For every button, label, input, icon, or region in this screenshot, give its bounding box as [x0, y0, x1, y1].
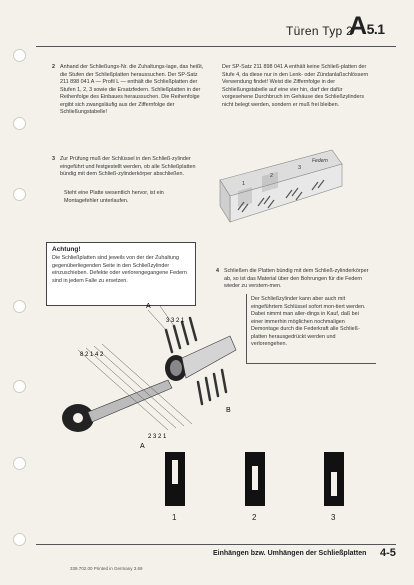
punch-hole [13, 49, 26, 62]
plate-3-icon [322, 450, 346, 508]
kit-label-federn: Federn [312, 158, 328, 164]
punch-hole [13, 117, 26, 130]
label-bottom-seq: 2 3 2 1 [148, 434, 167, 440]
step-2-text: Anhand der Schließungs-Nr. die Zuhaltungs-lage, das heißt, die Stufen der Schließplatten heraussuchen. Der SP-Satz 211 898 041 A — Profil L — enthält die Schließplatten der Stufen 1, 2, 3 sowie die Ersatzfedern. Schließplatten in der Reihenfolge des Einbaues heraussuchen. Die Reihenfolge ergibt sich zwangsläufig aus der Ziffernfolge der Schließungstabelle! [60, 64, 204, 115]
kit-label-2: 2 [270, 173, 274, 179]
print-note: 339.702.00 Printed in Germany 3.69 [70, 566, 143, 571]
label-a-bottom: A [140, 443, 145, 450]
plate-2-icon [243, 450, 267, 508]
step-3-number: 3 [52, 156, 55, 162]
step-3-text: Zur Prüfung muß der Schlüssel in den Schließ-zylinder eingeführt und festgestellt werden, ob alle Schließplatten bündig mit dem Schließ-zylinderkörper abschließen. [60, 156, 196, 177]
section-code: A5.1 [349, 12, 385, 40]
step-2-number: 2 [52, 64, 55, 70]
kit-label-3: 3 [298, 165, 302, 171]
label-left-seq: 8 2 1 4 2 [80, 352, 104, 358]
step-3-text-2: Steht eine Platte wesentlich hervor, ist ein Montagefehler unterlaufen. [64, 190, 164, 204]
warning-box [46, 242, 196, 306]
plate-kit-illustration [214, 140, 346, 232]
plate-1-label: 1 [172, 513, 177, 522]
page-number: 4-5 [380, 547, 396, 559]
step-4-note: Der Schließzylinder kann aber auch mit eingeführtem Schlüssel sofort mon-tiert werden. Dabei nimmt man aller-dings in Kauf, daß bei einer immerhin möglichen nochmaligen Demontage durch die Federkraft alle Schließ-platten herausgedrückt werden und verlorengehen. [251, 296, 366, 347]
warning-text: Die Schließplatten sind jeweils von der der Zuhaltung gegenüberliegenden Seite in den Schließzylinder einzuschieben. Defekte oder verlorengegangene Federn sind in jedem Falle zu ersetzen. [52, 255, 187, 284]
header-rule [36, 46, 396, 47]
warning-title: Achtung! [52, 246, 81, 253]
page-title: Türen Typ 2 [286, 24, 354, 38]
step-4-number: 4 [216, 268, 219, 274]
footer-rule [36, 544, 396, 545]
punch-hole [13, 188, 26, 201]
plate-3-label: 3 [331, 513, 336, 522]
step-2-note: Der SP-Satz 211 898 041 A enthält keine Schließ-platten der Stufe 4, da diese nur in den Lenk- oder Zündanlaßschlössern Verwendung findet! Weist die Ziffernfolge in der Schließungstabelle auf eine vier hin, darf der dafür vorgesehene Durchbruch im Gehäuse des Schließzylinders nicht belegt werden, sondern er muß frei bleiben. [222, 64, 369, 108]
plate-2-label: 2 [252, 513, 257, 522]
footer-title: Einhängen bzw. Umhängen der Schließplatten [213, 550, 367, 557]
exploded-lock-diagram [48, 300, 248, 450]
step-4-text: Schließen die Platten bündig mit dem Schließ-zylinderkörper ab, so ist das Material über den Bohrungen für die Federn wieder zu verstem-men. [224, 268, 369, 289]
plate-1-icon [163, 450, 187, 508]
label-b: B [226, 407, 231, 414]
punch-hole [13, 533, 26, 546]
kit-label-1: 1 [242, 181, 246, 187]
punch-hole [13, 457, 26, 470]
step-4-note-box [246, 294, 376, 364]
label-a-top: A [146, 303, 151, 310]
punch-hole [13, 380, 26, 393]
label-top-seq: 3 3 2 1 [166, 318, 185, 324]
punch-hole [13, 300, 26, 313]
